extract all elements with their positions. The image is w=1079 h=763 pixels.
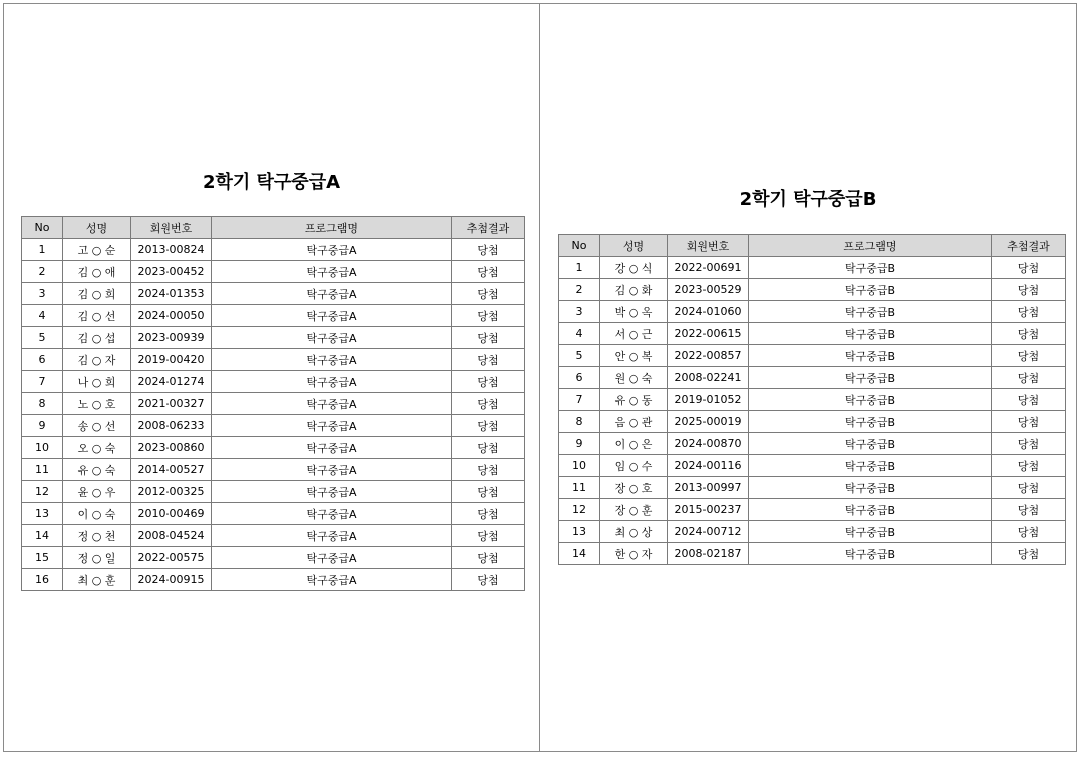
cell-name: 음 ○ 관 [600,411,668,433]
header-result: 추첨결과 [452,217,525,239]
cell-program: 탁구중급A [212,525,452,547]
cell-name: 김 ○ 화 [600,279,668,301]
table-row [22,393,525,415]
cell-no: 4 [22,305,63,327]
cell-result: 당첨 [992,257,1066,279]
cell-name: 정 ○ 일 [63,547,131,569]
cell-result: 당첨 [992,433,1066,455]
cell-program: 탁구중급A [212,349,452,371]
header-program: 프로그램명 [212,217,452,239]
cell-no: 2 [22,261,63,283]
cell-member-id: 2024-00050 [131,305,212,327]
cell-result: 당첨 [992,345,1066,367]
cell-member-id: 2023-00452 [131,261,212,283]
cell-name: 안 ○ 복 [600,345,668,367]
table-row [22,481,525,503]
table-row [559,477,1066,499]
cell-program: 탁구중급A [212,569,452,591]
cell-no: 9 [22,415,63,437]
cell-name: 서 ○ 근 [600,323,668,345]
lottery-table [558,234,1066,565]
cell-result: 당첨 [992,389,1066,411]
cell-no: 1 [22,239,63,261]
cell-program: 탁구중급A [212,371,452,393]
cell-member-id: 2022-00575 [131,547,212,569]
cell-result: 당첨 [992,499,1066,521]
table-row [559,257,1066,279]
cell-name: 김 ○ 애 [63,261,131,283]
cell-no: 6 [559,367,600,389]
header-row [559,235,1066,257]
cell-name: 김 ○ 희 [63,283,131,305]
cell-name: 이 ○ 은 [600,433,668,455]
cell-result: 당첨 [992,367,1066,389]
cell-result: 당첨 [452,481,525,503]
cell-member-id: 2022-00857 [668,345,749,367]
cell-result: 당첨 [992,455,1066,477]
cell-program: 탁구중급B [749,257,992,279]
cell-no: 12 [559,499,600,521]
table-row [22,261,525,283]
cell-result: 당첨 [452,327,525,349]
cell-member-id: 2010-00469 [131,503,212,525]
cell-program: 탁구중급A [212,393,452,415]
cell-program: 탁구중급B [749,345,992,367]
cell-name: 오 ○ 숙 [63,437,131,459]
cell-member-id: 2008-02187 [668,543,749,565]
cell-program: 탁구중급A [212,547,452,569]
cell-program: 탁구중급B [749,543,992,565]
cell-name: 노 ○ 호 [63,393,131,415]
cell-name: 이 ○ 숙 [63,503,131,525]
cell-name: 고 ○ 순 [63,239,131,261]
cell-no: 16 [22,569,63,591]
cell-member-id: 2021-00327 [131,393,212,415]
page-title: 2학기 탁구중급B [739,189,877,210]
page-right [539,3,1077,752]
cell-member-id: 2025-00019 [668,411,749,433]
cell-member-id: 2024-00915 [131,569,212,591]
page-title: 2학기 탁구중급A [202,172,341,193]
table-row [559,411,1066,433]
cell-result: 당첨 [452,525,525,547]
cell-no: 8 [559,411,600,433]
cell-name: 송 ○ 선 [63,415,131,437]
cell-program: 탁구중급A [212,239,452,261]
table-row [559,323,1066,345]
table-row [22,305,525,327]
cell-program: 탁구중급A [212,437,452,459]
table-row [22,327,525,349]
cell-no: 3 [559,301,600,323]
cell-name: 박 ○ 옥 [600,301,668,323]
cell-result: 당첨 [992,301,1066,323]
cell-no: 8 [22,393,63,415]
cell-result: 당첨 [992,543,1066,565]
cell-program: 탁구중급B [749,323,992,345]
cell-name: 유 ○ 숙 [63,459,131,481]
cell-result: 당첨 [452,503,525,525]
cell-no: 1 [559,257,600,279]
page-left [3,3,540,752]
cell-program: 탁구중급B [749,367,992,389]
cell-member-id: 2023-00939 [131,327,212,349]
cell-name: 임 ○ 수 [600,455,668,477]
table-row [22,239,525,261]
cell-no: 2 [559,279,600,301]
cell-name: 김 ○ 섭 [63,327,131,349]
cell-member-id: 2024-01353 [131,283,212,305]
cell-member-id: 2024-00116 [668,455,749,477]
table-row [559,301,1066,323]
cell-program: 탁구중급B [749,499,992,521]
cell-name: 나 ○ 희 [63,371,131,393]
cell-program: 탁구중급A [212,459,452,481]
cell-member-id: 2024-00712 [668,521,749,543]
table-row [22,283,525,305]
cell-member-id: 2022-00691 [668,257,749,279]
cell-no: 5 [22,327,63,349]
cell-member-id: 2014-00527 [131,459,212,481]
table-row [22,371,525,393]
table-row [559,499,1066,521]
table-row [559,455,1066,477]
cell-member-id: 2023-00529 [668,279,749,301]
cell-result: 당첨 [452,305,525,327]
table-row [22,437,525,459]
header-no: No [22,217,63,239]
header-no: No [559,235,600,257]
cell-member-id: 2008-06233 [131,415,212,437]
cell-no: 13 [22,503,63,525]
table-row [559,367,1066,389]
cell-member-id: 2022-00615 [668,323,749,345]
table-row [559,345,1066,367]
header-name: 성명 [600,235,668,257]
cell-result: 당첨 [452,371,525,393]
cell-no: 14 [22,525,63,547]
cell-name: 정 ○ 천 [63,525,131,547]
cell-member-id: 2008-04524 [131,525,212,547]
header-result: 추첨결과 [992,235,1066,257]
cell-result: 당첨 [452,349,525,371]
cell-no: 15 [22,547,63,569]
cell-result: 당첨 [452,261,525,283]
cell-member-id: 2019-00420 [131,349,212,371]
cell-member-id: 2019-01052 [668,389,749,411]
cell-name: 윤 ○ 우 [63,481,131,503]
cell-program: 탁구중급B [749,433,992,455]
header-program: 프로그램명 [749,235,992,257]
cell-no: 4 [559,323,600,345]
table-row [559,433,1066,455]
cell-member-id: 2013-00824 [131,239,212,261]
cell-no: 13 [559,521,600,543]
cell-name: 유 ○ 동 [600,389,668,411]
cell-member-id: 2013-00997 [668,477,749,499]
cell-result: 당첨 [992,521,1066,543]
table-row [22,459,525,481]
cell-program: 탁구중급A [212,261,452,283]
cell-member-id: 2023-00860 [131,437,212,459]
table-row [22,415,525,437]
cell-member-id: 2024-01060 [668,301,749,323]
cell-result: 당첨 [992,323,1066,345]
table-row [559,543,1066,565]
cell-no: 3 [22,283,63,305]
table-row [559,389,1066,411]
cell-program: 탁구중급B [749,389,992,411]
cell-program: 탁구중급B [749,301,992,323]
cell-program: 탁구중급B [749,411,992,433]
header-row [22,217,525,239]
cell-program: 탁구중급B [749,477,992,499]
cell-result: 당첨 [992,279,1066,301]
cell-program: 탁구중급A [212,481,452,503]
table-row [559,279,1066,301]
table-row [22,569,525,591]
header-member-id: 회원번호 [131,217,212,239]
cell-program: 탁구중급A [212,283,452,305]
cell-name: 원 ○ 숙 [600,367,668,389]
cell-name: 한 ○ 자 [600,543,668,565]
cell-name: 최 ○ 훈 [63,569,131,591]
cell-result: 당첨 [452,239,525,261]
cell-result: 당첨 [452,569,525,591]
cell-no: 11 [22,459,63,481]
cell-result: 당첨 [452,415,525,437]
cell-result: 당첨 [452,283,525,305]
cell-result: 당첨 [452,459,525,481]
cell-name: 최 ○ 상 [600,521,668,543]
cell-result: 당첨 [452,547,525,569]
cell-no: 10 [22,437,63,459]
cell-program: 탁구중급B [749,521,992,543]
table-row [22,525,525,547]
cell-no: 10 [559,455,600,477]
cell-program: 탁구중급B [749,279,992,301]
cell-program: 탁구중급A [212,327,452,349]
cell-no: 5 [559,345,600,367]
cell-no: 9 [559,433,600,455]
cell-no: 11 [559,477,600,499]
cell-program: 탁구중급A [212,503,452,525]
cell-name: 김 ○ 자 [63,349,131,371]
cell-name: 장 ○ 훈 [600,499,668,521]
table-row [22,349,525,371]
table-row [22,547,525,569]
cell-name: 김 ○ 선 [63,305,131,327]
cell-program: 탁구중급A [212,305,452,327]
cell-member-id: 2012-00325 [131,481,212,503]
header-member-id: 회원번호 [668,235,749,257]
cell-result: 당첨 [992,411,1066,433]
cell-no: 7 [559,389,600,411]
cell-result: 당첨 [992,477,1066,499]
cell-member-id: 2008-02241 [668,367,749,389]
cell-program: 탁구중급B [749,455,992,477]
table-row [559,521,1066,543]
cell-no: 12 [22,481,63,503]
cell-name: 장 ○ 호 [600,477,668,499]
cell-result: 당첨 [452,393,525,415]
lottery-table [21,216,525,591]
cell-no: 6 [22,349,63,371]
cell-name: 강 ○ 식 [600,257,668,279]
cell-member-id: 2015-00237 [668,499,749,521]
cell-member-id: 2024-00870 [668,433,749,455]
cell-no: 14 [559,543,600,565]
cell-no: 7 [22,371,63,393]
cell-member-id: 2024-01274 [131,371,212,393]
header-name: 성명 [63,217,131,239]
cell-result: 당첨 [452,437,525,459]
cell-program: 탁구중급A [212,415,452,437]
table-row [22,503,525,525]
